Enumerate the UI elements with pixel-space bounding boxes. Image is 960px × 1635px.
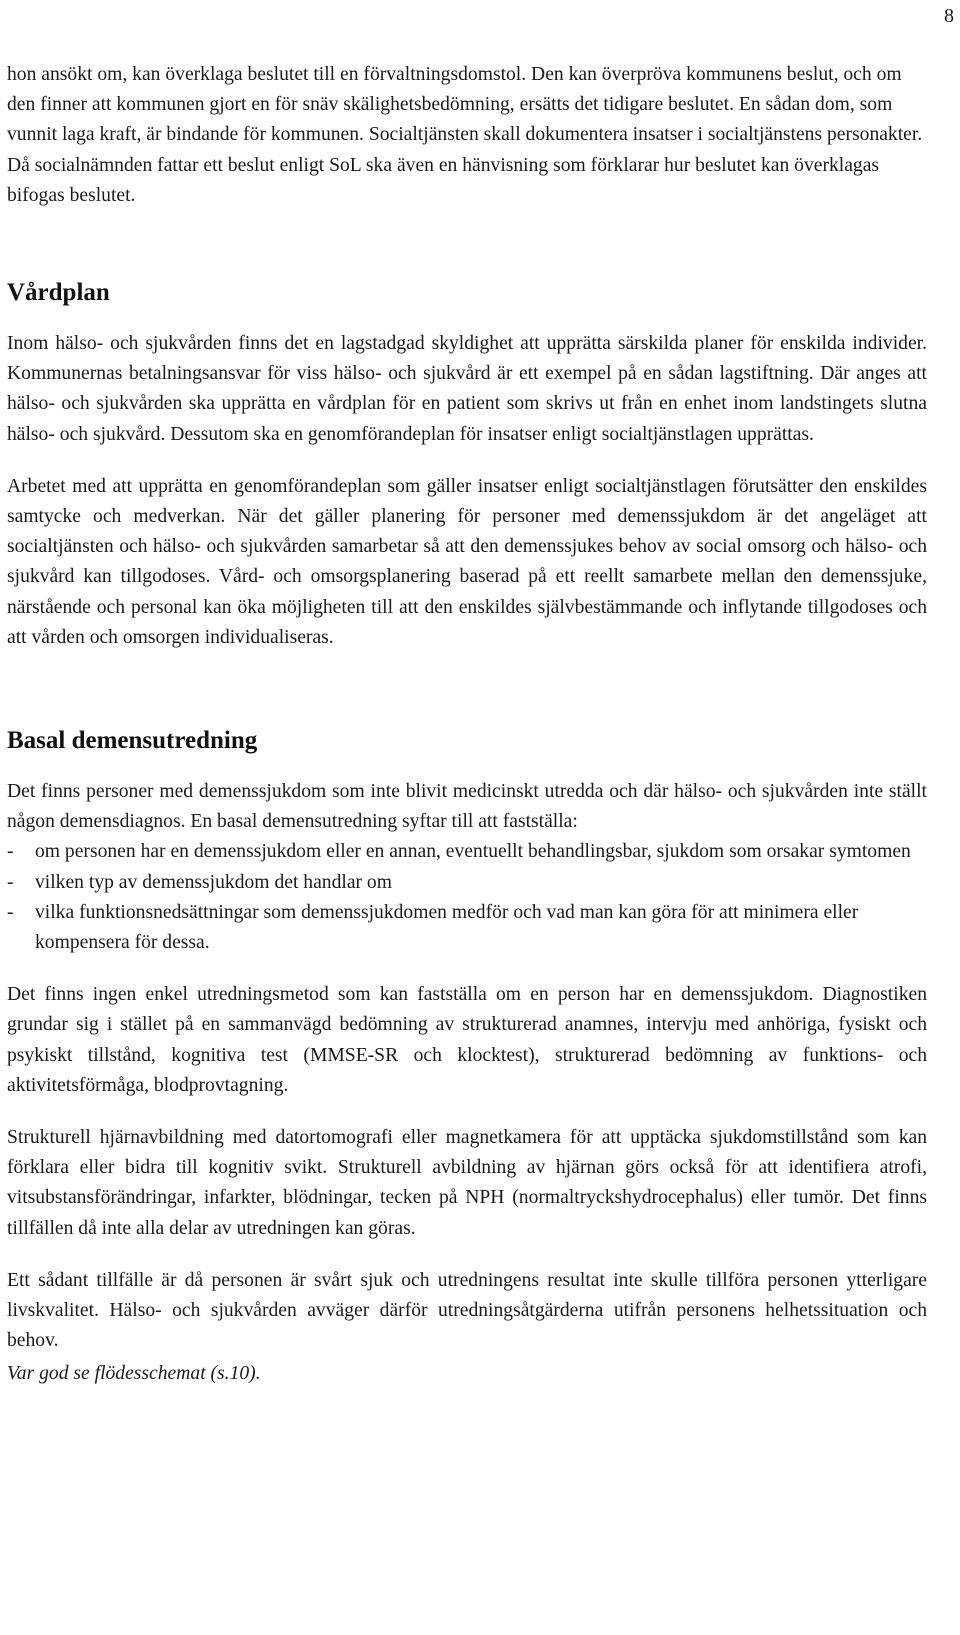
list-item xyxy=(7,837,927,867)
list-item xyxy=(7,898,927,958)
list-marker: - xyxy=(7,841,14,863)
list-item-text: vilka funktionsnedsättningar som demenssjukdomen medför och vad man kan göra för att minimera eller kompensera för dessa. xyxy=(35,901,859,954)
section-heading-basal-demensutredning: Basal demensutredning xyxy=(7,727,258,755)
section-heading-vardplan: Vårdplan xyxy=(7,279,110,307)
list-marker: - xyxy=(7,871,14,893)
basal-intro-paragraph: Det finns personer med demenssjukdom som inte blivit medicinskt utredda och där hälso- och sjukvården inte ställt någon demensdiagnos. En basal demensutredning syftar till att fastställa: xyxy=(7,781,927,833)
list-item-text: vilken typ av demenssjukdom det handlar om xyxy=(35,871,392,893)
criteria-list xyxy=(7,837,927,958)
list-item xyxy=(7,868,927,898)
list-marker: - xyxy=(7,901,14,923)
intro-paragraph: hon ansökt om, kan överklaga beslutet till en förvaltningsdomstol. Den kan överpröva kommunens beslut, och om den finner att kommunen gjort en för snäv skälighetsbedömning, ersätts det tidigare beslutet. En sådan dom, som vunnit laga kraft, är bindande för kommunen. Socialtjänsten skall dokumentera insatser i socialtjänstens personakter. Då socialnämnden fattar ett beslut enligt SoL ska även en hänvisning som förklarar hur beslutet kan överklagas bifogas beslutet. xyxy=(7,64,923,206)
flowchart-reference-note: Var god se flödesschemat (s.10). xyxy=(7,1362,261,1384)
basal-paragraph-2: Strukturell hjärnavbildning med datortomografi eller magnetkamera för att upptäcka sjukdomstillstånd som kan förklara eller bidra till kognitiv svikt. Strukturell avbildning av hjärnan görs också för att identifiera atrofi, vitsubstansförändringar, infarkter, blödningar, tecken på NPH (normaltryckshydrocephalus) eller tumör. Det finns tillfällen då inte alla delar av utredningen kan göras. xyxy=(7,1127,927,1239)
vardplan-paragraph-2: Arbetet med att upprätta en genomförandeplan som gäller insatser enligt socialtjänstlagen förutsätter den enskildes samtycke och medverkan. När det gäller planering för personer med demenssjukdom är det angeläget att socialtjänsten och hälso- och sjukvården samarbetar så att den demenssjukes behov av social omsorg och hälso- och sjukvård kan tillgodoses. Vård- och omsorgsplanering baserad på ett reellt samarbete mellan den demenssjuke, närstående och personal kan öka möjligheten till att den enskildes självbestämmande och inflytande tillgodoses och att vården och omsorgen individualiseras. xyxy=(7,475,927,648)
basal-paragraph-1: Det finns ingen enkel utredningsmetod som kan fastställa om en person har en demenssjukdom. Diagnostiken grundar sig i stället på en sammanvägd bedömning av strukturerad anamnes, intervju med anhöriga, fysiskt och psykiskt tillstånd, kognitiva test (MMSE-SR och klocktest), strukturerad bedömning av funktions- och aktivitetsförmåga, blodprovtagning. xyxy=(7,984,927,1096)
list-item-text: om personen har en demenssjukdom eller en annan, eventuellt behandlingsbar, sjukdom som orsakar symtomen xyxy=(35,841,911,863)
page-content xyxy=(7,60,927,1387)
page-number: 8 xyxy=(944,5,954,27)
vardplan-paragraph-1: Inom hälso- och sjukvården finns det en lagstadgad skyldighet att upprätta särskilda planer för enskilda individer. Kommunernas betalningsansvar för viss hälso- och sjukvård är ett exempel på en sådan lagstiftning. Där anges att hälso- och sjukvården ska upprätta en vårdplan för en patient som skrivs ut från en enhet inom landstingets slutna hälso- och sjukvård. Dessutom ska en genomförandeplan för insatser enligt socialtjänstlagen upprättas. xyxy=(7,333,927,445)
basal-paragraph-3: Ett sådant tillfälle är då personen är svårt sjuk och utredningens resultat inte skulle tillföra personen ytterligare livskvalitet. Hälso- och sjukvården avväger därför utredningsåtgärderna utifrån personens helhetssituation och behov. xyxy=(7,1269,927,1352)
